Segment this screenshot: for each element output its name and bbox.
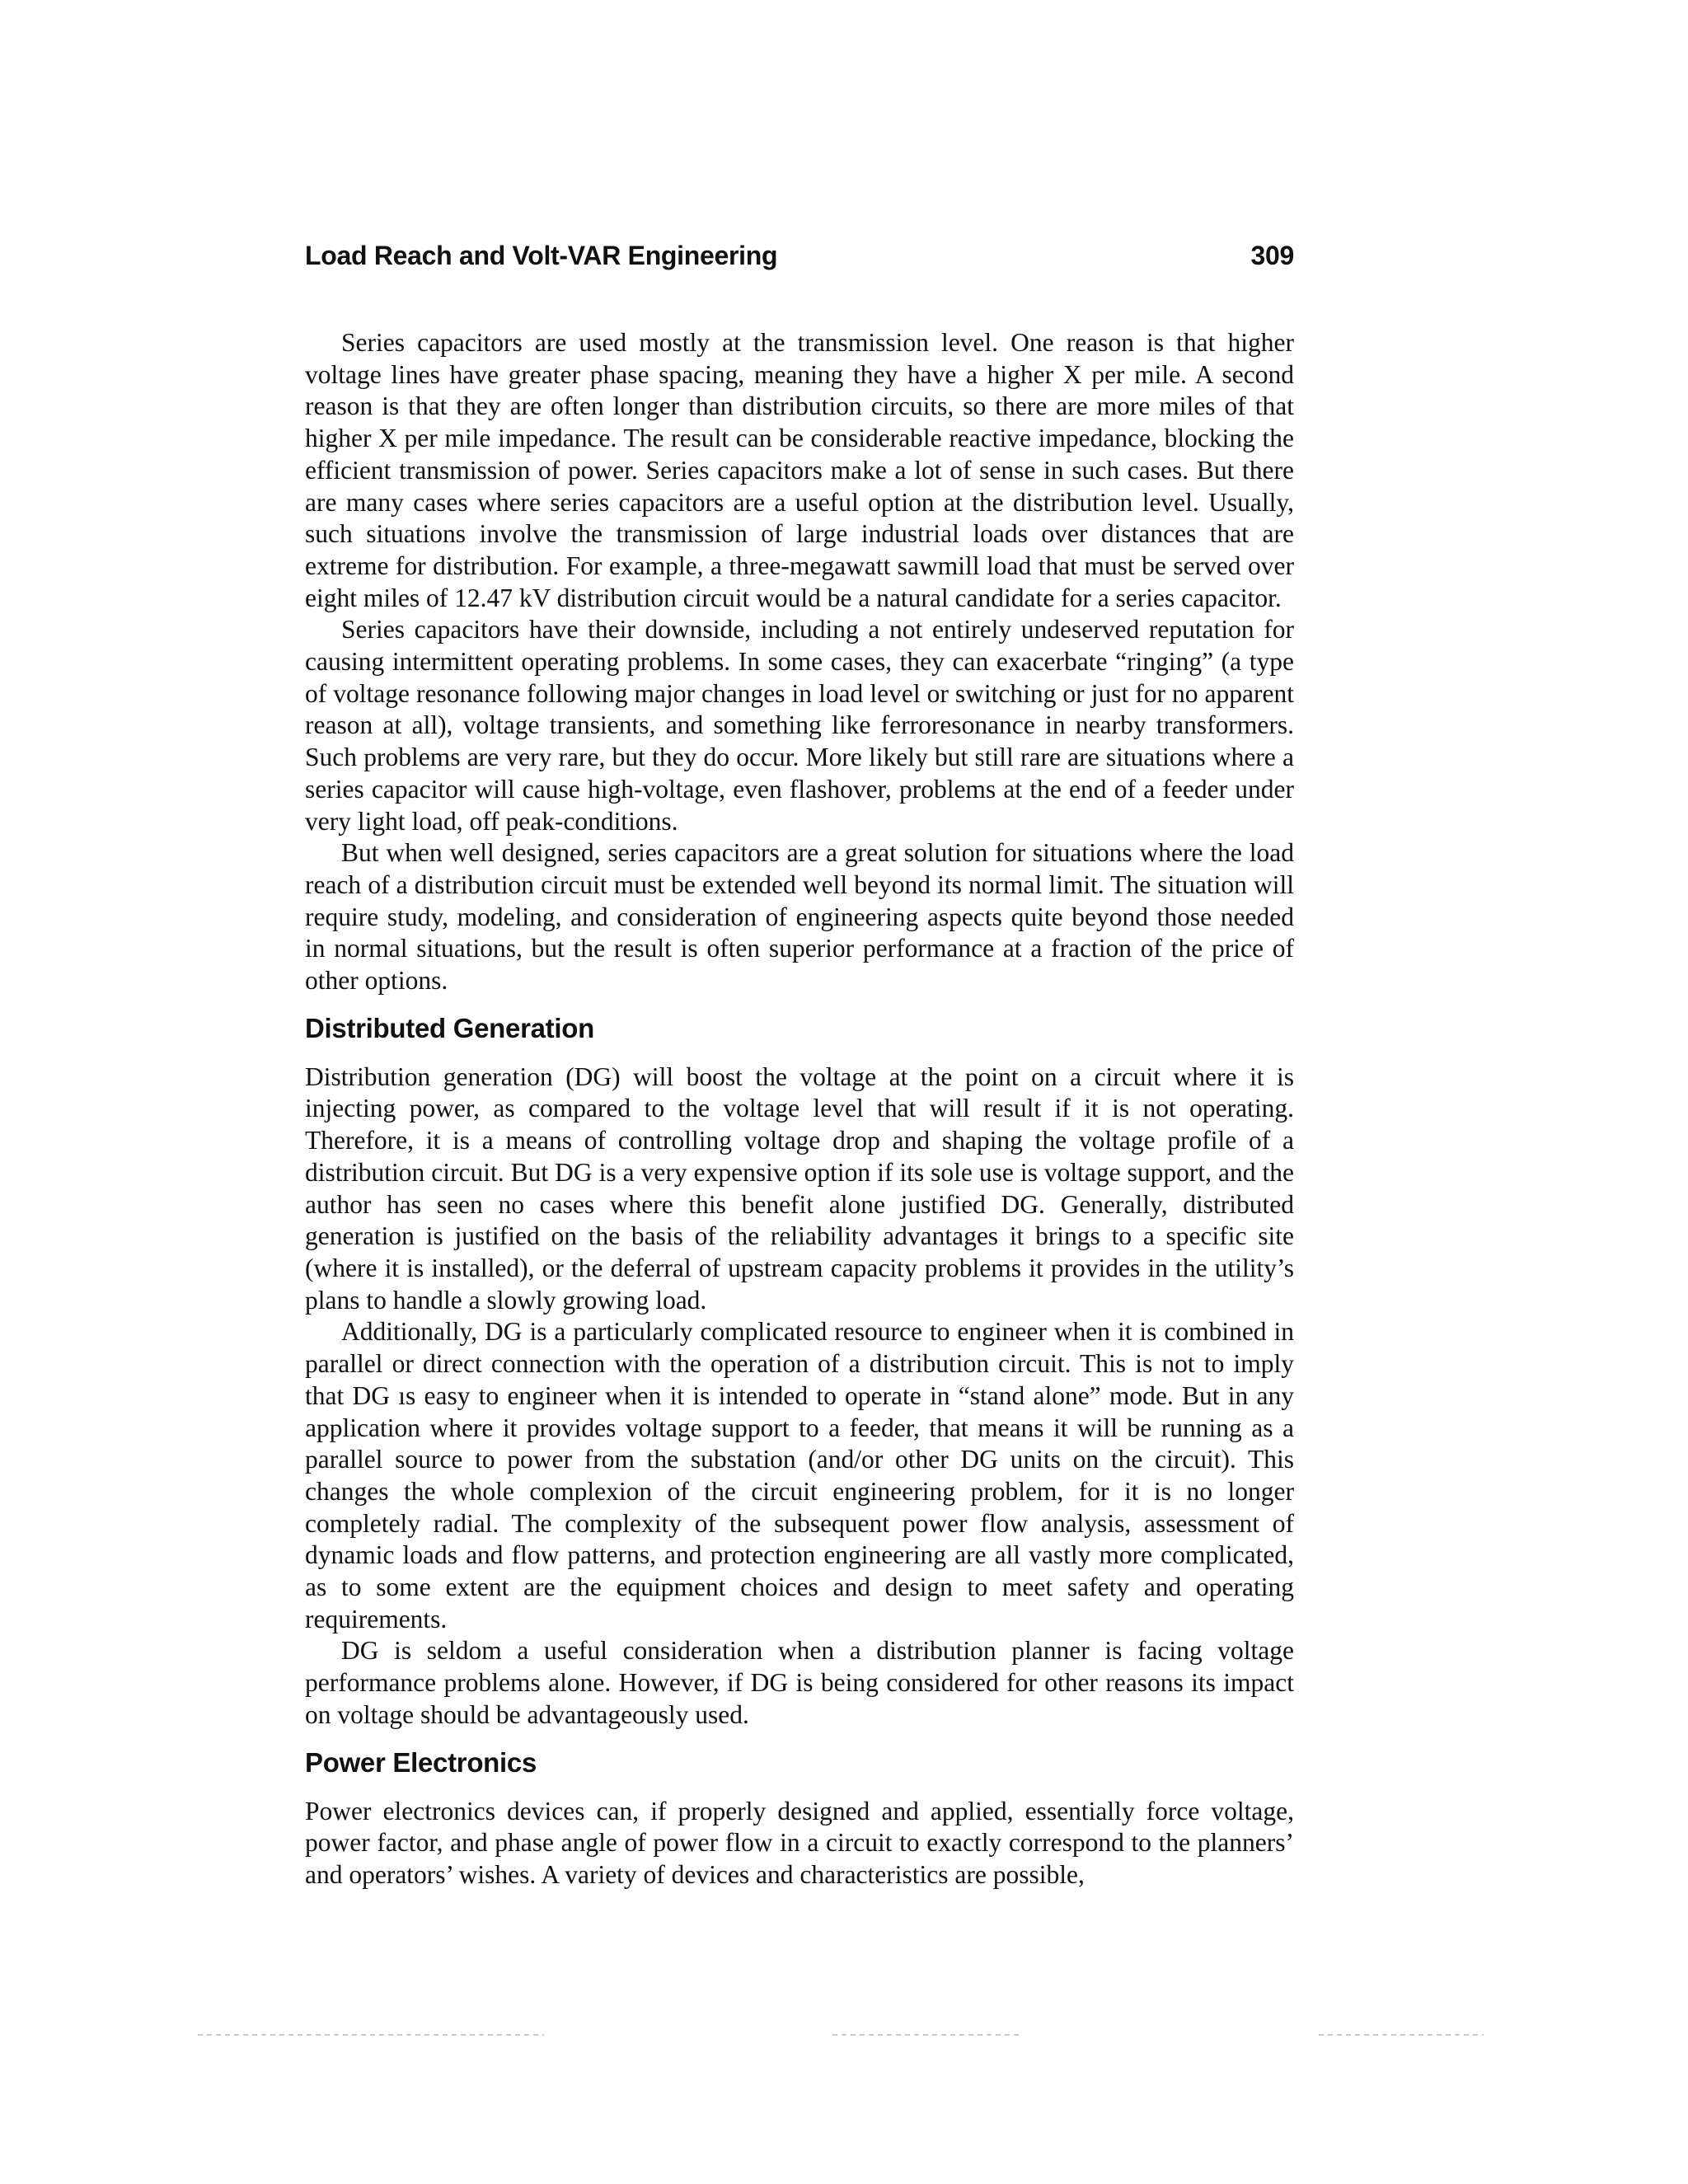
paragraph: Power electronics devices can, if properly designed and applied, essentially force voltage, power factor, and phase angle of power flow in a circuit to exactly correspond to the planners’ and operators’ wishes. A variety of devices and characteristics are possible, [305,1796,1294,1889]
paragraph: Series capacitors are used mostly at the transmission level. One reason is that higher voltage lines have greater phase spacing, meaning they have a higher X per mile. A second reason is that they are often longer than distribution circuits, so there are more miles of that higher X per mile impedance. The result can be considerable reactive impedance, blocking the efficient transmission of power. Series capacitors make a lot of sense in such cases. But there are many cases where series capacitors are a useful option at the distribution level. Usually, such situations involve the transmission of large industrial loads over distances that are extreme for distribution. For example, a three-megawatt sawmill load that must be served over eight miles of 12.47 kV distribution circuit would be a natural candidate for a series capacitor. [305,328,1294,612]
chapter-title: Load Reach and Volt-VAR Engineering [305,241,778,270]
scan-artifact [832,2034,1022,2036]
paragraph: Series capacitors have their downside, including a not entirely undeserved reputation for causing intermittent operating problems. In some cases, they can exacerbate “ringing” (a type of voltage resonance following major changes in load level or switching or just for no apparent reason at all), voltage transients, and something like ferroresonance in nearby transformers. Such problems are very rare, but they do occur. More likely but still rare are situations where a series capacitor will cause high-voltage, even flashover, problems at the end of a feeder under very light load, off peak-conditions. [305,615,1294,836]
page-number: 309 [1250,241,1294,270]
running-header [305,241,1294,282]
paragraph: Distribution generation (DG) will boost the voltage at the point on a circuit where it is injecting power, as compared to the voltage level that will result if it is not operating. Therefore, it is a means of controlling voltage drop and shaping the voltage profile of a distribution circuit. But DG is a very expensive option if its sole use is voltage support, and the author has seen no cases where this benefit alone justified DG. Generally, distributed generation is justified on the basis of the reliability advantages it brings to a specific site (where it is installed), or the deferral of upstream capacity problems it provides in the utility’s plans to handle a slowly growing load. [305,1062,1294,1315]
paragraph: But when well designed, series capacitors are a great solution for situations where the load reach of a distribution circuit must be extended well beyond its normal limit. The situation will require study, modeling, and consideration of engineering aspects quite beyond those needed in normal situations, but the result is often superior performance at a fraction of the price of other options. [305,838,1294,996]
section-heading-distributed-generation: Distributed Generation [305,1012,594,1043]
paragraph: Additionally, DG is a particularly complicated resource to engineer when it is combined in parallel or direct connection with the operation of a distribution circuit. This is not to imply that DG ıs easy to engineer when it is intended to operate in “stand alone” mode. But in any application where it provides voltage support to a feeder, that means it will be running as a parallel source to power from the substation (and/or other DG units on the circuit). This changes the whole complexion of the circuit engineering problem, for it is no longer completely radial. The complexity of the subsequent power flow analysis, assessment of dynamic loads and flow patterns, and protection engineering are all vastly more complicated, as to some extent are the equipment choices and design to meet safety and operating requirements. [305,1317,1294,1633]
book-page [305,241,1294,1891]
body-text [305,327,1294,1891]
scan-artifact [198,2034,544,2036]
paragraph: DG is seldom a useful consideration when a distribution planner is facing voltage performance problems alone. However, if DG is being considered for other reasons its impact on voltage should be advantageously used. [305,1636,1294,1729]
scan-artifact [1319,2034,1484,2036]
section-heading-power-electronics: Power Electronics [305,1746,537,1778]
